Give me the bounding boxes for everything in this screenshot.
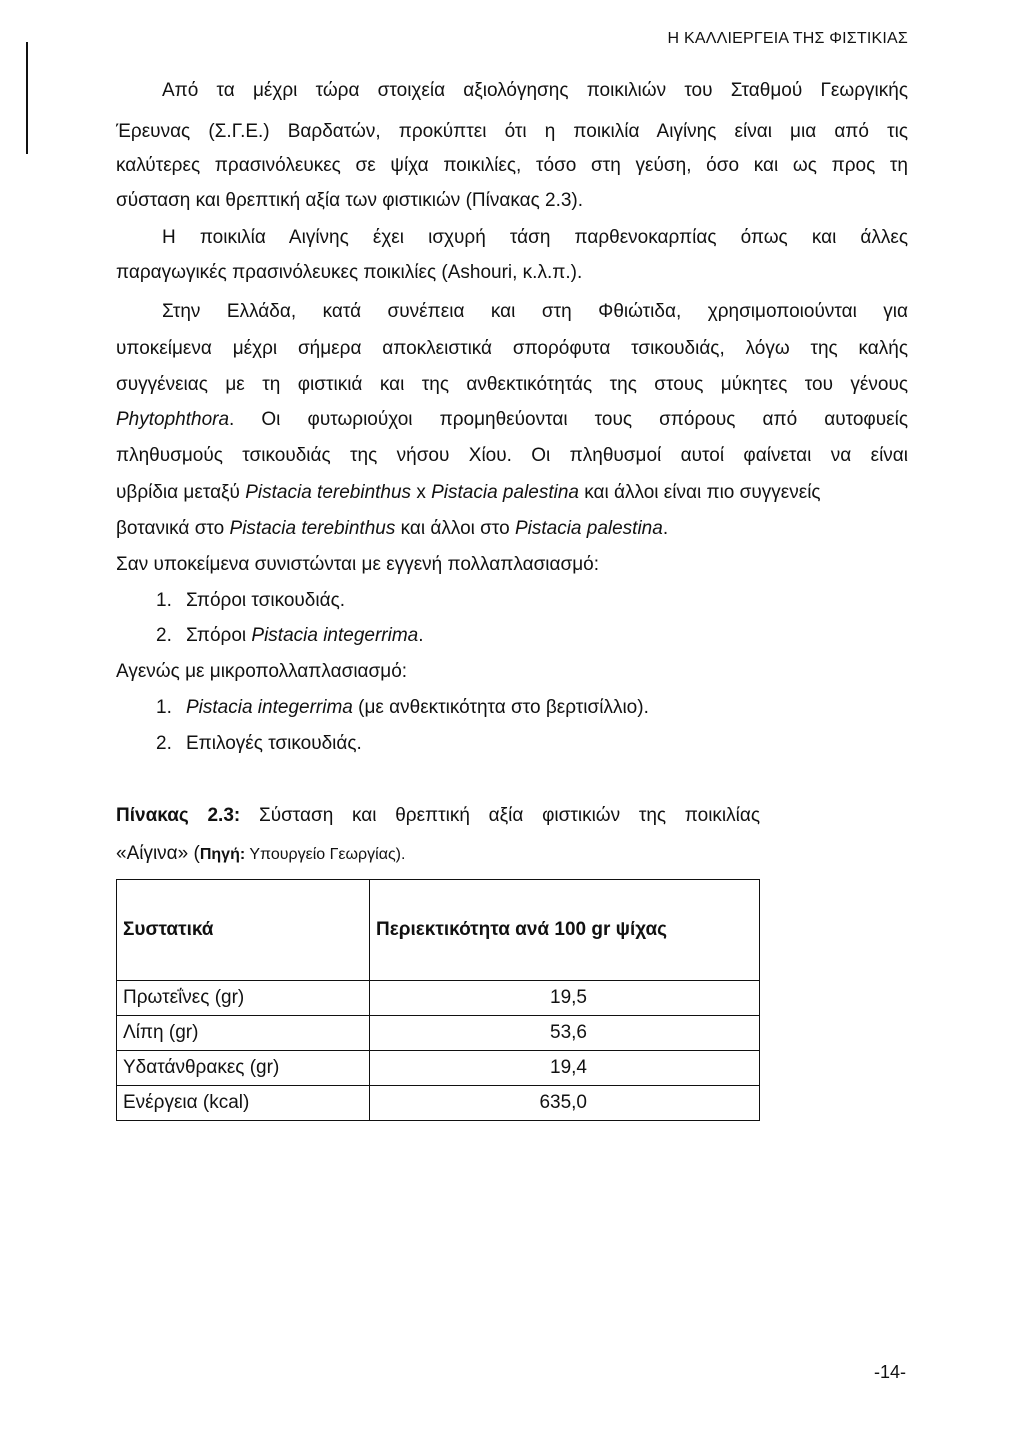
list-item: [116, 697, 948, 719]
paragraph-1-line: καλύτερες πρασινόλευκες σε ψίχα ποικιλίες, τόσο στη γεύση, όσο και ως προς τη: [116, 155, 908, 176]
margin-rule: [26, 42, 28, 154]
paragraph-3-line: υποκείμενα μέχρι σήμερα αποκλειστικά σπορόφυτα τσικουδιάς, λόγω της καλής: [116, 338, 908, 359]
column-header: Συστατικά: [117, 880, 370, 981]
table-header-row: [117, 880, 760, 981]
list-text: Επιλογές τσικουδιάς.: [186, 733, 362, 754]
paragraph-3-line: [116, 518, 908, 540]
generative-intro: Σαν υποκείμενα συνιστώνται με εγγενή πολλαπλασιασμό:: [116, 554, 600, 575]
list-text: Σπόροι: [186, 625, 252, 646]
table-row: [117, 1051, 760, 1086]
species-name: Pistacia integerrima: [186, 697, 353, 718]
table-cell: 635,0: [370, 1086, 760, 1121]
paragraph-3-line: συγγένειας με τη φιστικιά και της ανθεκτικότητάς της στους μύκητες του γένους: [116, 374, 908, 395]
table-cell: 19,4: [370, 1051, 760, 1086]
paragraph-3-line: [116, 409, 908, 431]
running-header: Η ΚΑΛΛΙΕΡΓΕΙΑ ΤΗΣ ΦΙΣΤΙΚΙΑΣ: [667, 30, 908, 47]
species-name: Pistacia palestina: [431, 482, 579, 503]
source-text: Υπουργείο Γεωργίας).: [245, 846, 406, 863]
table-row: [117, 981, 760, 1016]
caption-text: «Αίγινα» (: [116, 843, 200, 864]
source-label: Πηγή:: [199, 846, 246, 863]
species-name: Pistacia terebinthus: [245, 482, 412, 503]
list-item: [116, 625, 948, 647]
column-header: Περιεκτικότητα ανά 100 gr ψίχας: [370, 880, 760, 981]
nutrition-table: [116, 879, 760, 1121]
species-name: Pistacia terebinthus: [229, 518, 396, 539]
paragraph-3-text: .: [662, 518, 669, 539]
species-name: Pistacia integerrima: [251, 625, 419, 646]
species-name: Phytophthora: [116, 409, 230, 430]
paragraph-2-line: Η ποικιλία Αιγίνης έχει ισχυρή τάση παρθενοκαρπίας όπως και άλλες: [162, 227, 908, 248]
table-cell: Ενέργεια (kcal): [117, 1086, 370, 1121]
table-row: [117, 1086, 760, 1121]
paragraph-3-text: . Οι φυτωριούχοι προμηθεύονται τους σπόρους από αυτοφυείς: [229, 409, 908, 430]
paragraph-1-line: Έρευνας (Σ.Γ.Ε.) Βαρδατών, προκύπτει ότι η ποικιλία Αιγίνης είναι μια από τις: [116, 121, 908, 142]
list-item: [116, 733, 948, 755]
list-number: 1.: [156, 697, 172, 718]
list-number: 2.: [156, 625, 172, 646]
paragraph-3-line: πληθυσμούς τσικουδιάς της νήσου Χίου. Οι πληθυσμοί αυτοί φαίνεται να είναι: [116, 445, 908, 466]
table-cell: Υδατάνθρακες (gr): [117, 1051, 370, 1086]
paragraph-1-line: σύσταση και θρεπτική αξία των φιστικιών (Πίνακας 2.3).: [116, 190, 584, 211]
species-name: Pistacia palestina: [514, 518, 663, 539]
table-row: [117, 1016, 760, 1051]
paragraph-3-text: και άλλοι είναι πιο συγγενείς: [579, 482, 821, 503]
caption-label: Πίνακας 2.3:: [116, 805, 241, 826]
paragraph-3-line: [116, 482, 908, 504]
list-item: [116, 590, 948, 612]
list-text: (με ανθεκτικότητα στο βερτισίλλιο).: [352, 697, 649, 718]
caption-line: [116, 805, 760, 827]
paragraph-3-text: υβρίδια μεταξύ: [116, 482, 246, 503]
list-number: 2.: [156, 733, 172, 754]
paragraph-3-text: x: [411, 482, 432, 503]
paragraph-3-text: και άλλοι στο: [395, 518, 515, 539]
caption-line: [116, 843, 760, 865]
list-text: Σπόροι τσικουδιάς.: [186, 590, 346, 611]
paragraph-2-line: παραγωγικές πρασινόλευκες ποικιλίες (Ashouri, κ.λ.π.).: [116, 262, 583, 283]
table-cell: Πρωτεΐνες (gr): [117, 981, 370, 1016]
list-text: .: [418, 625, 424, 646]
vegetative-intro: Αγενώς με μικροπολλαπλασιασμό:: [116, 661, 408, 682]
table-cell: 53,6: [370, 1016, 760, 1051]
paragraph-1-line: Από τα μέχρι τώρα στοιχεία αξιολόγησης ποικιλιών του Σταθμού Γεωργικής: [162, 80, 908, 101]
table-cell: Λίπη (gr): [117, 1016, 370, 1051]
caption-text: Σύσταση και θρεπτική αξία φιστικιών της ποικιλίας: [240, 805, 760, 826]
list-number: 1.: [156, 590, 172, 611]
table-cell: 19,5: [370, 981, 760, 1016]
page-number: -14-: [873, 1362, 906, 1382]
paragraph-3-line: Στην Ελλάδα, κατά συνέπεια και στη Φθιώτιδα, χρησιμοποιούνται για: [162, 301, 908, 322]
paragraph-3-text: βοτανικά στο: [116, 518, 230, 539]
